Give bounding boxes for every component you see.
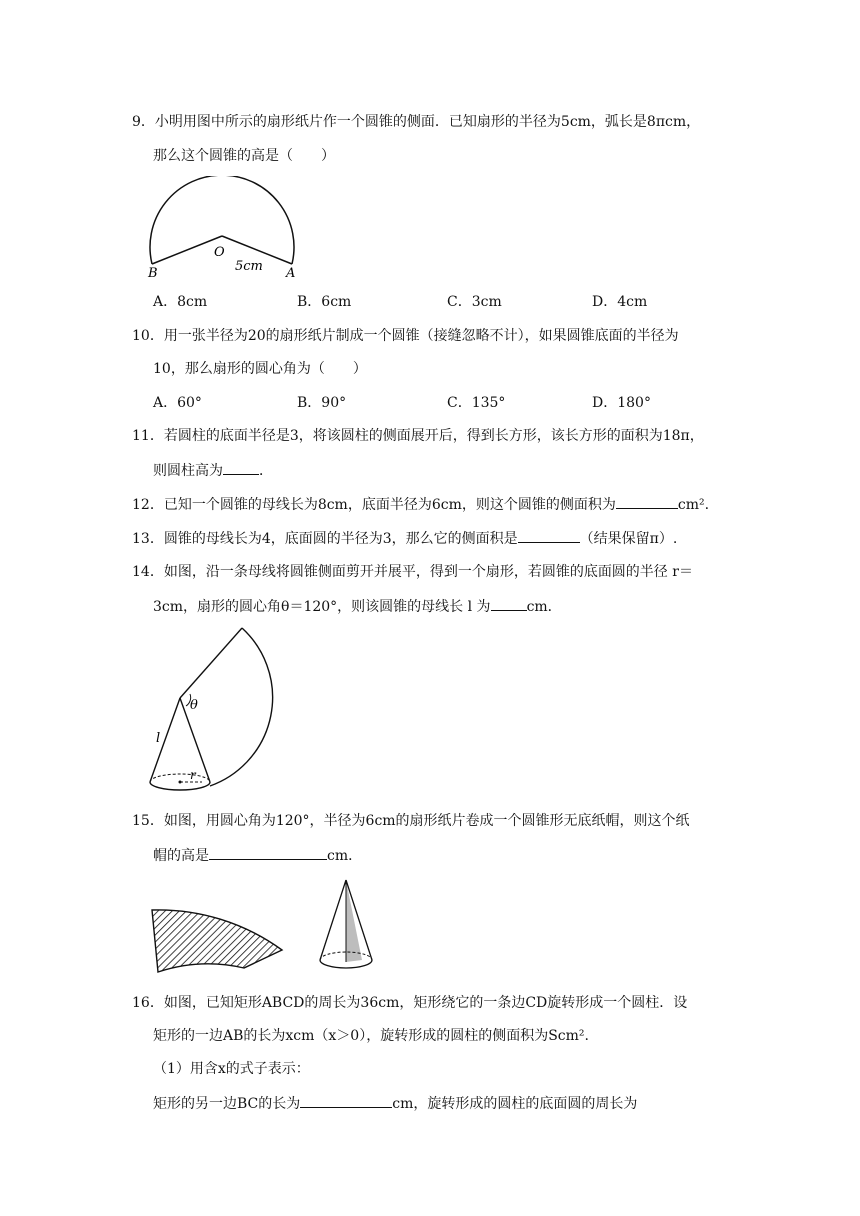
q12-text bbox=[132, 494, 709, 515]
q15-cone-figure bbox=[316, 876, 376, 976]
q13-text-pre: 13．圆锥的母线长为4，底面圆的半径为3，那么它的侧面积是 bbox=[132, 531, 518, 547]
q9-option-b: B．6cm bbox=[297, 294, 352, 310]
q12-answer-blank[interactable] bbox=[616, 494, 678, 509]
q11-text-line2 bbox=[153, 460, 273, 481]
q14-label-l: l bbox=[156, 731, 161, 746]
q16-text-line4 bbox=[153, 1093, 637, 1114]
q15-text-pre: 帽的高是 bbox=[153, 848, 209, 864]
q9-text-line1: 9．小明用图中所示的扇形纸片作一个圆锥的侧面．已知扇形的半径为5cm，弧长是8πcm， bbox=[132, 114, 701, 130]
q14-text-line1: 14．如图，沿一条母线将圆锥侧面剪开并展平，得到一个扇形，若圆锥的底面圆的半径 r＝ bbox=[132, 564, 693, 580]
q11-text-post: ． bbox=[259, 463, 273, 479]
q10-option-b: B．90° bbox=[297, 395, 347, 411]
q11-text-line1: 11．若圆柱的底面半径是3，将该圆柱的侧面展开后，得到长方形，该长方形的面积为18π， bbox=[132, 428, 704, 444]
q14-cone-sector-figure bbox=[140, 624, 340, 804]
q10-option-d: D．180° bbox=[592, 395, 651, 411]
q9-option-c: C．3cm bbox=[447, 294, 502, 310]
q11-text-pre: 则圆柱高为 bbox=[153, 463, 223, 479]
q10-text-line2: 10，那么扇形的圆心角为（ ） bbox=[153, 361, 367, 377]
q9-sector-figure bbox=[140, 176, 310, 284]
q16-answer-blank-bc[interactable] bbox=[300, 1093, 392, 1108]
q15-shaded-sector-figure bbox=[148, 878, 288, 978]
q9-text-line2: 那么这个圆锥的高是（ ） bbox=[153, 148, 335, 164]
q15-text-line1: 15．如图，用圆心角为120°，半径为6cm的扇形纸片卷成一个圆锥形无底纸帽，则这个纸 bbox=[132, 813, 690, 829]
q14-text-post: cm． bbox=[526, 599, 562, 615]
q9-label-b: B bbox=[148, 266, 158, 281]
q13-text bbox=[132, 528, 677, 549]
q9-label-r: 5cm bbox=[235, 259, 263, 274]
q16-text-pre: 矩形的另一边BC的长为 bbox=[153, 1096, 301, 1112]
q16-text-post: cm，旋转形成的圆柱的底面圆的周长为 bbox=[392, 1096, 638, 1112]
q15-answer-blank[interactable] bbox=[209, 845, 327, 860]
q9-label-o: O bbox=[214, 245, 225, 260]
q14-text-pre: 3cm，扇形的圆心角θ＝120°，则该圆锥的母线长 l 为 bbox=[153, 599, 491, 615]
q16-text-line2: 矩形的一边AB的长为xcm（x＞0），旋转形成的圆柱的侧面积为Scm². bbox=[153, 1028, 589, 1044]
q9-option-d: D．4cm bbox=[592, 294, 648, 310]
q15-text-post: cm． bbox=[327, 848, 363, 864]
q13-answer-blank[interactable] bbox=[518, 528, 580, 543]
q14-answer-blank[interactable] bbox=[491, 596, 527, 611]
q13-text-post: （结果保留π）. bbox=[579, 531, 678, 547]
q16-text-line3: （1）用含x的式子表示： bbox=[153, 1061, 310, 1077]
q16-text-line1: 16．如图，已知矩形ABCD的周长为36cm，矩形绕它的一条边CD旋转形成一个圆柱．设 bbox=[132, 995, 688, 1011]
q14-label-theta: θ bbox=[190, 698, 198, 713]
q12-text-pre: 12．已知一个圆锥的母线长为8cm，底面半径为6cm，则这个圆锥的侧面积为 bbox=[132, 497, 616, 513]
q9-option-a: A．8cm bbox=[153, 294, 208, 310]
q14-text-line2 bbox=[153, 596, 562, 617]
q14-label-r: r bbox=[190, 768, 196, 782]
q11-answer-blank[interactable] bbox=[223, 460, 259, 475]
q12-text-post: cm². bbox=[677, 497, 710, 513]
q15-text-line2 bbox=[153, 845, 362, 866]
q9-label-a: A bbox=[286, 266, 296, 281]
q10-text-line1: 10．用一张半径为20的扇形纸片制成一个圆锥（接缝忽略不计），如果圆锥底面的半径为 bbox=[132, 328, 679, 344]
q10-option-c: C．135° bbox=[447, 395, 506, 411]
q10-option-a: A．60° bbox=[153, 395, 202, 411]
